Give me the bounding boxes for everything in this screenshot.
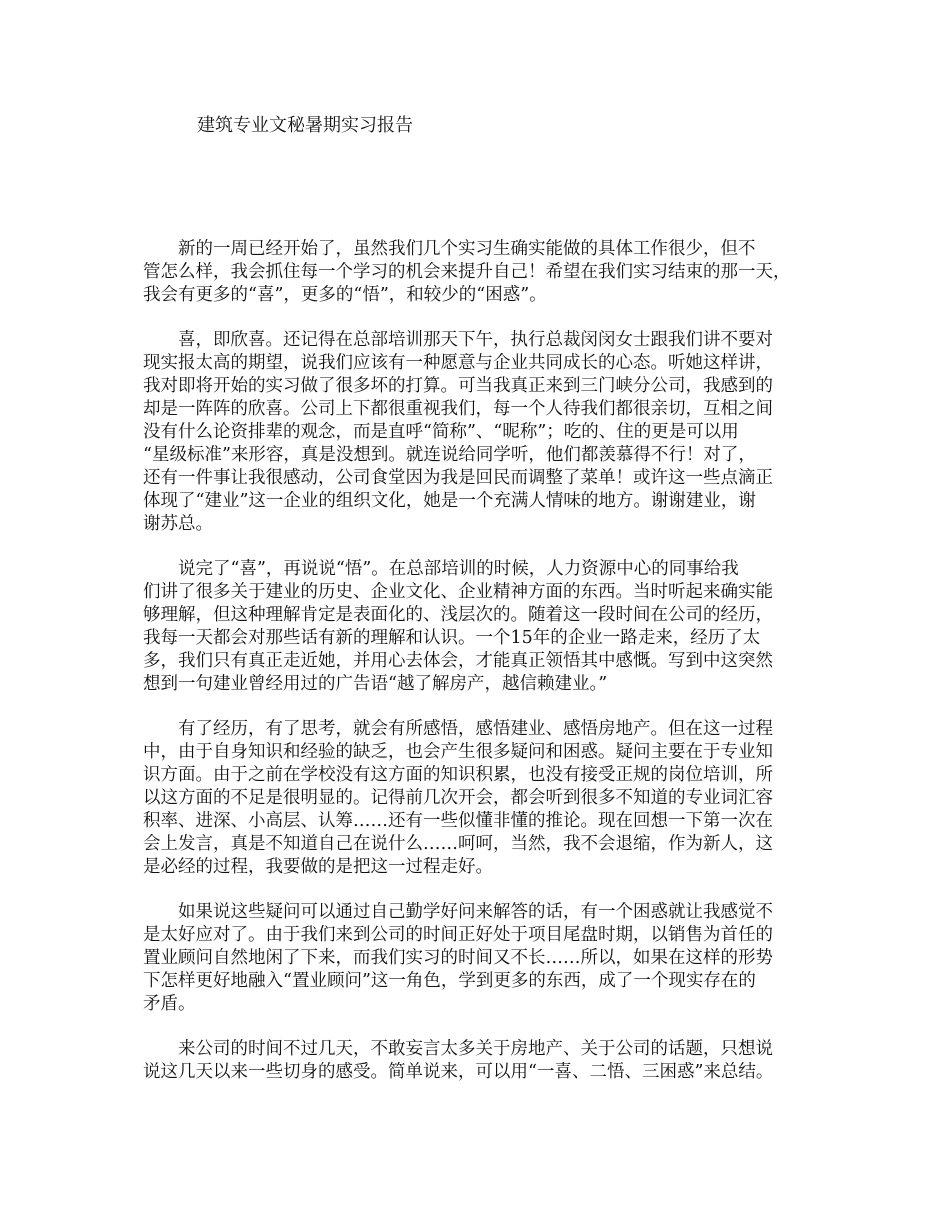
paragraph-line: 想到一句建业曾经用过的广告语“越了解房产，越信赖建业。” [143, 674, 608, 694]
paragraph-line: 管怎么样，我会抓住每一个学习的机会来提升自己！希望在我们实习结束的那一天， [143, 262, 791, 282]
document-body [143, 238, 843, 1106]
body-paragraph [143, 238, 843, 307]
paragraph-line: 没有什么论资排辈的观念，而是直呼“简称”、“昵称”；吃的、住的更是可以用 [143, 422, 739, 442]
paragraph-line: 中，由于自身知识和经验的缺乏，也会产生很多疑问和困惑。疑问主要在于专业知 [143, 742, 773, 762]
paragraph-line: 现实报太高的期望，说我们应该有一种愿意与企业共同成长的心态。听她这样讲， [143, 353, 773, 373]
paragraph-line: 我会有更多的“喜”，更多的“悟”，和较少的“困惑”。 [143, 285, 547, 305]
paragraph-line: 却是一阵阵的欣喜。公司上下都很重视我们，每一个人待我们都很亲切，互相之间 [143, 399, 773, 419]
body-paragraph [143, 718, 843, 879]
body-paragraph [143, 329, 843, 536]
paragraph-line: 新的一周已经开始了，虽然我们几个实习生确实能做的具体工作很少，但不 [178, 239, 756, 259]
body-paragraph [143, 558, 843, 696]
paragraph-line: 我每一天都会对那些话有新的理解和认识。一个15年的企业一路走来，经历了太 [143, 628, 761, 648]
paragraph-line: 谢苏总。 [143, 514, 213, 534]
paragraph-line: 说完了“喜”，再说说“悟”。在总部培训的时候，人力资源中心的同事给我 [178, 559, 739, 579]
paragraph-line: 识方面。由于之前在学校没有这方面的知识积累，也没有接受正规的岗位培训，所 [143, 765, 773, 785]
paragraph-line: 我对即将开始的实习做了很多坏的打算。可当我真正来到三门峡分公司，我感到的 [143, 376, 773, 396]
paragraph-line: 积率、进深、小高层、认筹……还有一些似懂非懂的推论。现在回想一下第一次在 [143, 811, 773, 831]
paragraph-line: “星级标准”来形容，真是没想到。就连说给同学听，他们都羡慕得不行！对了， [143, 445, 756, 465]
paragraph-line: 体现了“建业”这一企业的组织文化，她是一个充满人情味的地方。谢谢建业，谢 [143, 491, 756, 511]
paragraph-line: 多，我们只有真正走近她，并用心去体会，才能真正领悟其中感慨。写到中这突然 [143, 651, 773, 671]
paragraph-line: 以这方面的不足是很明显的。记得前几次开会，都会听到很多不知道的专业词汇容 [143, 788, 773, 808]
document-title: 建筑专业文秘暑期实习报告 [197, 115, 413, 136]
paragraph-line: 置业顾问自然地闲了下来，而我们实习的时间又不长……所以，如果在这样的形势 [143, 948, 773, 968]
body-paragraph [143, 1038, 843, 1084]
paragraph-line: 是太好应对了。由于我们来到公司的时间正好处于项目尾盘时期，以销售为首任的 [143, 925, 773, 945]
paragraph-line: 下怎样更好地融入“置业顾问”这一角色，学到更多的东西，成了一个现实存在的 [143, 971, 756, 991]
paragraph-line: 们讲了很多关于建业的历史、企业文化、企业精神方面的东西。当时听起来确实能 [143, 582, 773, 602]
paragraph-line: 来公司的时间不过几天，不敢妄言太多关于房地产、关于公司的话题，只想说 [178, 1039, 773, 1059]
paragraph-line: 还有一件事让我很感动，公司食堂因为我是回民而调整了菜单！或许这一些点滴正 [143, 468, 773, 488]
paragraph-line: 矛盾。 [143, 994, 196, 1014]
paragraph-line: 会上发言，真是不知道自己在说什么……呵呵，当然，我不会退缩，作为新人，这 [143, 834, 773, 854]
paragraph-line: 够理解，但这种理解肯定是表面化的、浅层次的。随着这一段时间在公司的经历， [143, 605, 773, 625]
paragraph-line: 如果说这些疑问可以通过自己勤学好问来解答的话，有一个困惑就让我感觉不 [178, 902, 773, 922]
body-paragraph [143, 901, 843, 1016]
paragraph-line: 是必经的过程，我要做的是把这一过程走好。 [143, 857, 493, 877]
paragraph-line: 说这几天以来一些切身的感受。简单说来，可以用“一喜、二悟、三困惑”来总结。 [143, 1062, 774, 1082]
paragraph-line: 喜，即欣喜。还记得在总部培训那天下午，执行总裁闵闵女士跟我们讲不要对 [178, 330, 773, 350]
paragraph-line: 有了经历，有了思考，就会有所感悟，感悟建业、感悟房地产。但在这一过程 [178, 719, 773, 739]
